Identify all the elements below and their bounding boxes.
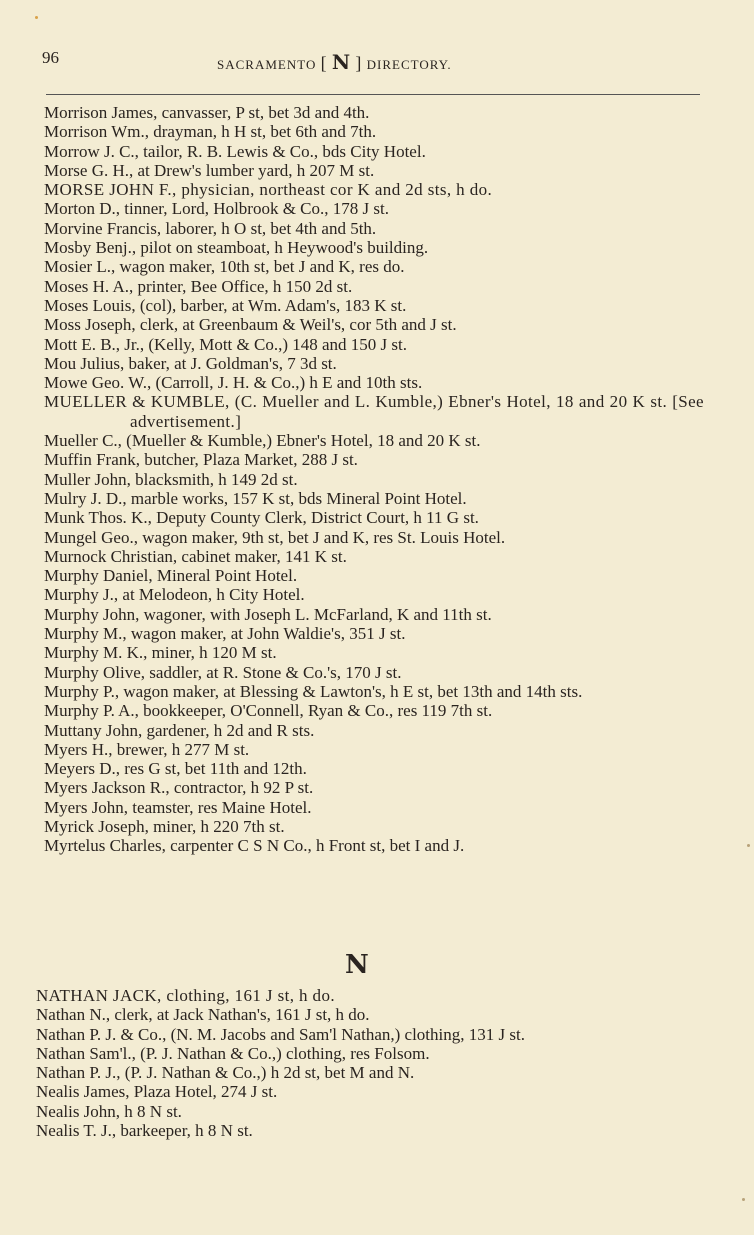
directory-entry: Murphy Olive, saddler, at R. Stone & Co.'s, 170 J st.	[44, 662, 402, 682]
directory-entry: Morrison James, canvasser, P st, bet 3d and 4th.	[44, 103, 370, 122]
directory-entry: Murphy M. K., miner, h 120 M st.	[44, 643, 277, 663]
header-section-letter: N	[331, 50, 352, 74]
directory-entry: Nathan Sam'l., (P. J. Nathan & Co.,) clothing, res Folsom.	[36, 1043, 430, 1063]
bracket-open: [	[320, 53, 328, 73]
directory-entry: Nealis T. J., barkeeper, h 8 N st.	[36, 1121, 253, 1141]
directory-entry: Nathan P. J., (P. J. Nathan & Co.,) h 2d st, bet M and N.	[36, 1063, 415, 1083]
directory-entry: Morse G. H., at Drew's lumber yard, h 207 M st.	[44, 160, 375, 180]
directory-entry: Nathan N., clerk, at Jack Nathan's, 161 J st, h do.	[36, 1005, 370, 1025]
directory-entry: Mosby Benj., pilot on steamboat, h Heywood's building.	[44, 238, 429, 258]
directory-entry: Murphy Daniel, Mineral Point Hotel.	[44, 566, 298, 586]
header-rule	[46, 94, 700, 95]
directory-entry: Mou Julius, baker, at J. Goldman's, 7 3d st.	[44, 353, 337, 373]
paper-speck	[747, 844, 750, 847]
directory-entry: MUELLER & KUMBLE, (C. Mueller and L. Kumble,) Ebner's Hotel, 18 and 20 K st. [See advertisement.]	[44, 392, 704, 431]
directory-entries-n	[36, 986, 702, 1140]
directory-entry: Morton D., tinner, Lord, Holbrook & Co., 178 J st.	[44, 199, 389, 219]
directory-entry: Myrick Joseph, miner, h 220 7th st.	[44, 816, 285, 836]
directory-entry: Mott E. B., Jr., (Kelly, Mott & Co.,) 148 and 150 J st.	[44, 334, 407, 354]
directory-entry: Murphy John, wagoner, with Joseph L. McFarland, K and 11th st.	[44, 604, 492, 624]
directory-entry: Meyers D., res G st, bet 11th and 12th.	[44, 759, 307, 779]
directory-entry: Muller John, blacksmith, h 149 2d st.	[44, 469, 298, 489]
paper-speck	[35, 16, 38, 19]
directory-entry: Munk Thos. K., Deputy County Clerk, District Court, h 11 G st.	[44, 508, 479, 528]
directory-entry: Murphy J., at Melodeon, h City Hotel.	[44, 585, 305, 605]
directory-entry: Murphy P. A., bookkeeper, O'Connell, Ryan & Co., res 119 7th st.	[44, 701, 493, 721]
directory-entry: NATHAN JACK, clothing, 161 J st, h do.	[36, 986, 336, 1005]
directory-entry: Myrtelus Charles, carpenter C S N Co., h Front st, bet I and J.	[44, 836, 465, 856]
directory-entry: Nealis James, Plaza Hotel, 274 J st.	[36, 1082, 278, 1102]
directory-entry: Muffin Frank, butcher, Plaza Market, 288 J st.	[44, 450, 358, 470]
directory-entry: Morvine Francis, laborer, h O st, bet 4th and 5th.	[44, 218, 377, 238]
directory-entry: Nathan P. J. & Co., (N. M. Jacobs and Sam'l Nathan,) clothing, 131 J st.	[36, 1024, 525, 1044]
directory-entry: Moses H. A., printer, Bee Office, h 150 2d st.	[44, 276, 353, 296]
directory-entry: MORSE JOHN F., physician, northeast cor K and 2d sts, h do.	[44, 180, 493, 200]
section-heading-n: N	[345, 950, 369, 980]
directory-entry: Nealis John, h 8 N st.	[36, 1101, 182, 1121]
directory-entry: Mueller C., (Mueller & Kumble,) Ebner's Hotel, 18 and 20 K st.	[44, 431, 481, 451]
directory-entry: Mungel Geo., wagon maker, 9th st, bet J and K, res St. Louis Hotel.	[44, 527, 506, 547]
page-number: 96	[42, 48, 59, 67]
title-left: SACRAMENTO	[217, 57, 317, 72]
directory-entry: Murphy M., wagon maker, at John Waldie's, 351 J st.	[44, 624, 406, 644]
running-title	[217, 50, 452, 74]
directory-entry: Mulry J. D., marble works, 157 K st, bds Mineral Point Hotel.	[44, 488, 467, 508]
directory-entry: Myers John, teamster, res Maine Hotel.	[44, 797, 312, 817]
directory-entry: Myers H., brewer, h 277 M st.	[44, 739, 250, 759]
directory-entry: Murnock Christian, cabinet maker, 141 K st.	[44, 546, 347, 566]
bracket-close: ]	[355, 53, 363, 73]
directory-entry: Moses Louis, (col), barber, at Wm. Adam's, 183 K st.	[44, 295, 407, 315]
title-right: DIRECTORY.	[366, 57, 452, 72]
directory-entry: Muttany John, gardener, h 2d and R sts.	[44, 720, 315, 740]
paper-speck	[742, 1198, 745, 1201]
directory-entry: Morrison Wm., drayman, h H st, bet 6th and 7th.	[44, 122, 377, 142]
directory-entry: Murphy P., wagon maker, at Blessing & Lawton's, h E st, bet 13th and 14th sts.	[44, 681, 583, 701]
page-header	[42, 46, 702, 76]
directory-entry: Morrow J. C., tailor, R. B. Lewis & Co., bds City Hotel.	[44, 141, 426, 161]
directory-entry: Mosier L., wagon maker, 10th st, bet J and K, res do.	[44, 257, 405, 277]
directory-entry: Moss Joseph, clerk, at Greenbaum & Weil's, cor 5th and J st.	[44, 315, 457, 335]
directory-entries-m	[44, 103, 704, 856]
directory-entry: Myers Jackson R., contractor, h 92 P st.	[44, 778, 314, 798]
directory-entry: Mowe Geo. W., (Carroll, J. H. & Co.,) h E and 10th sts.	[44, 373, 423, 393]
